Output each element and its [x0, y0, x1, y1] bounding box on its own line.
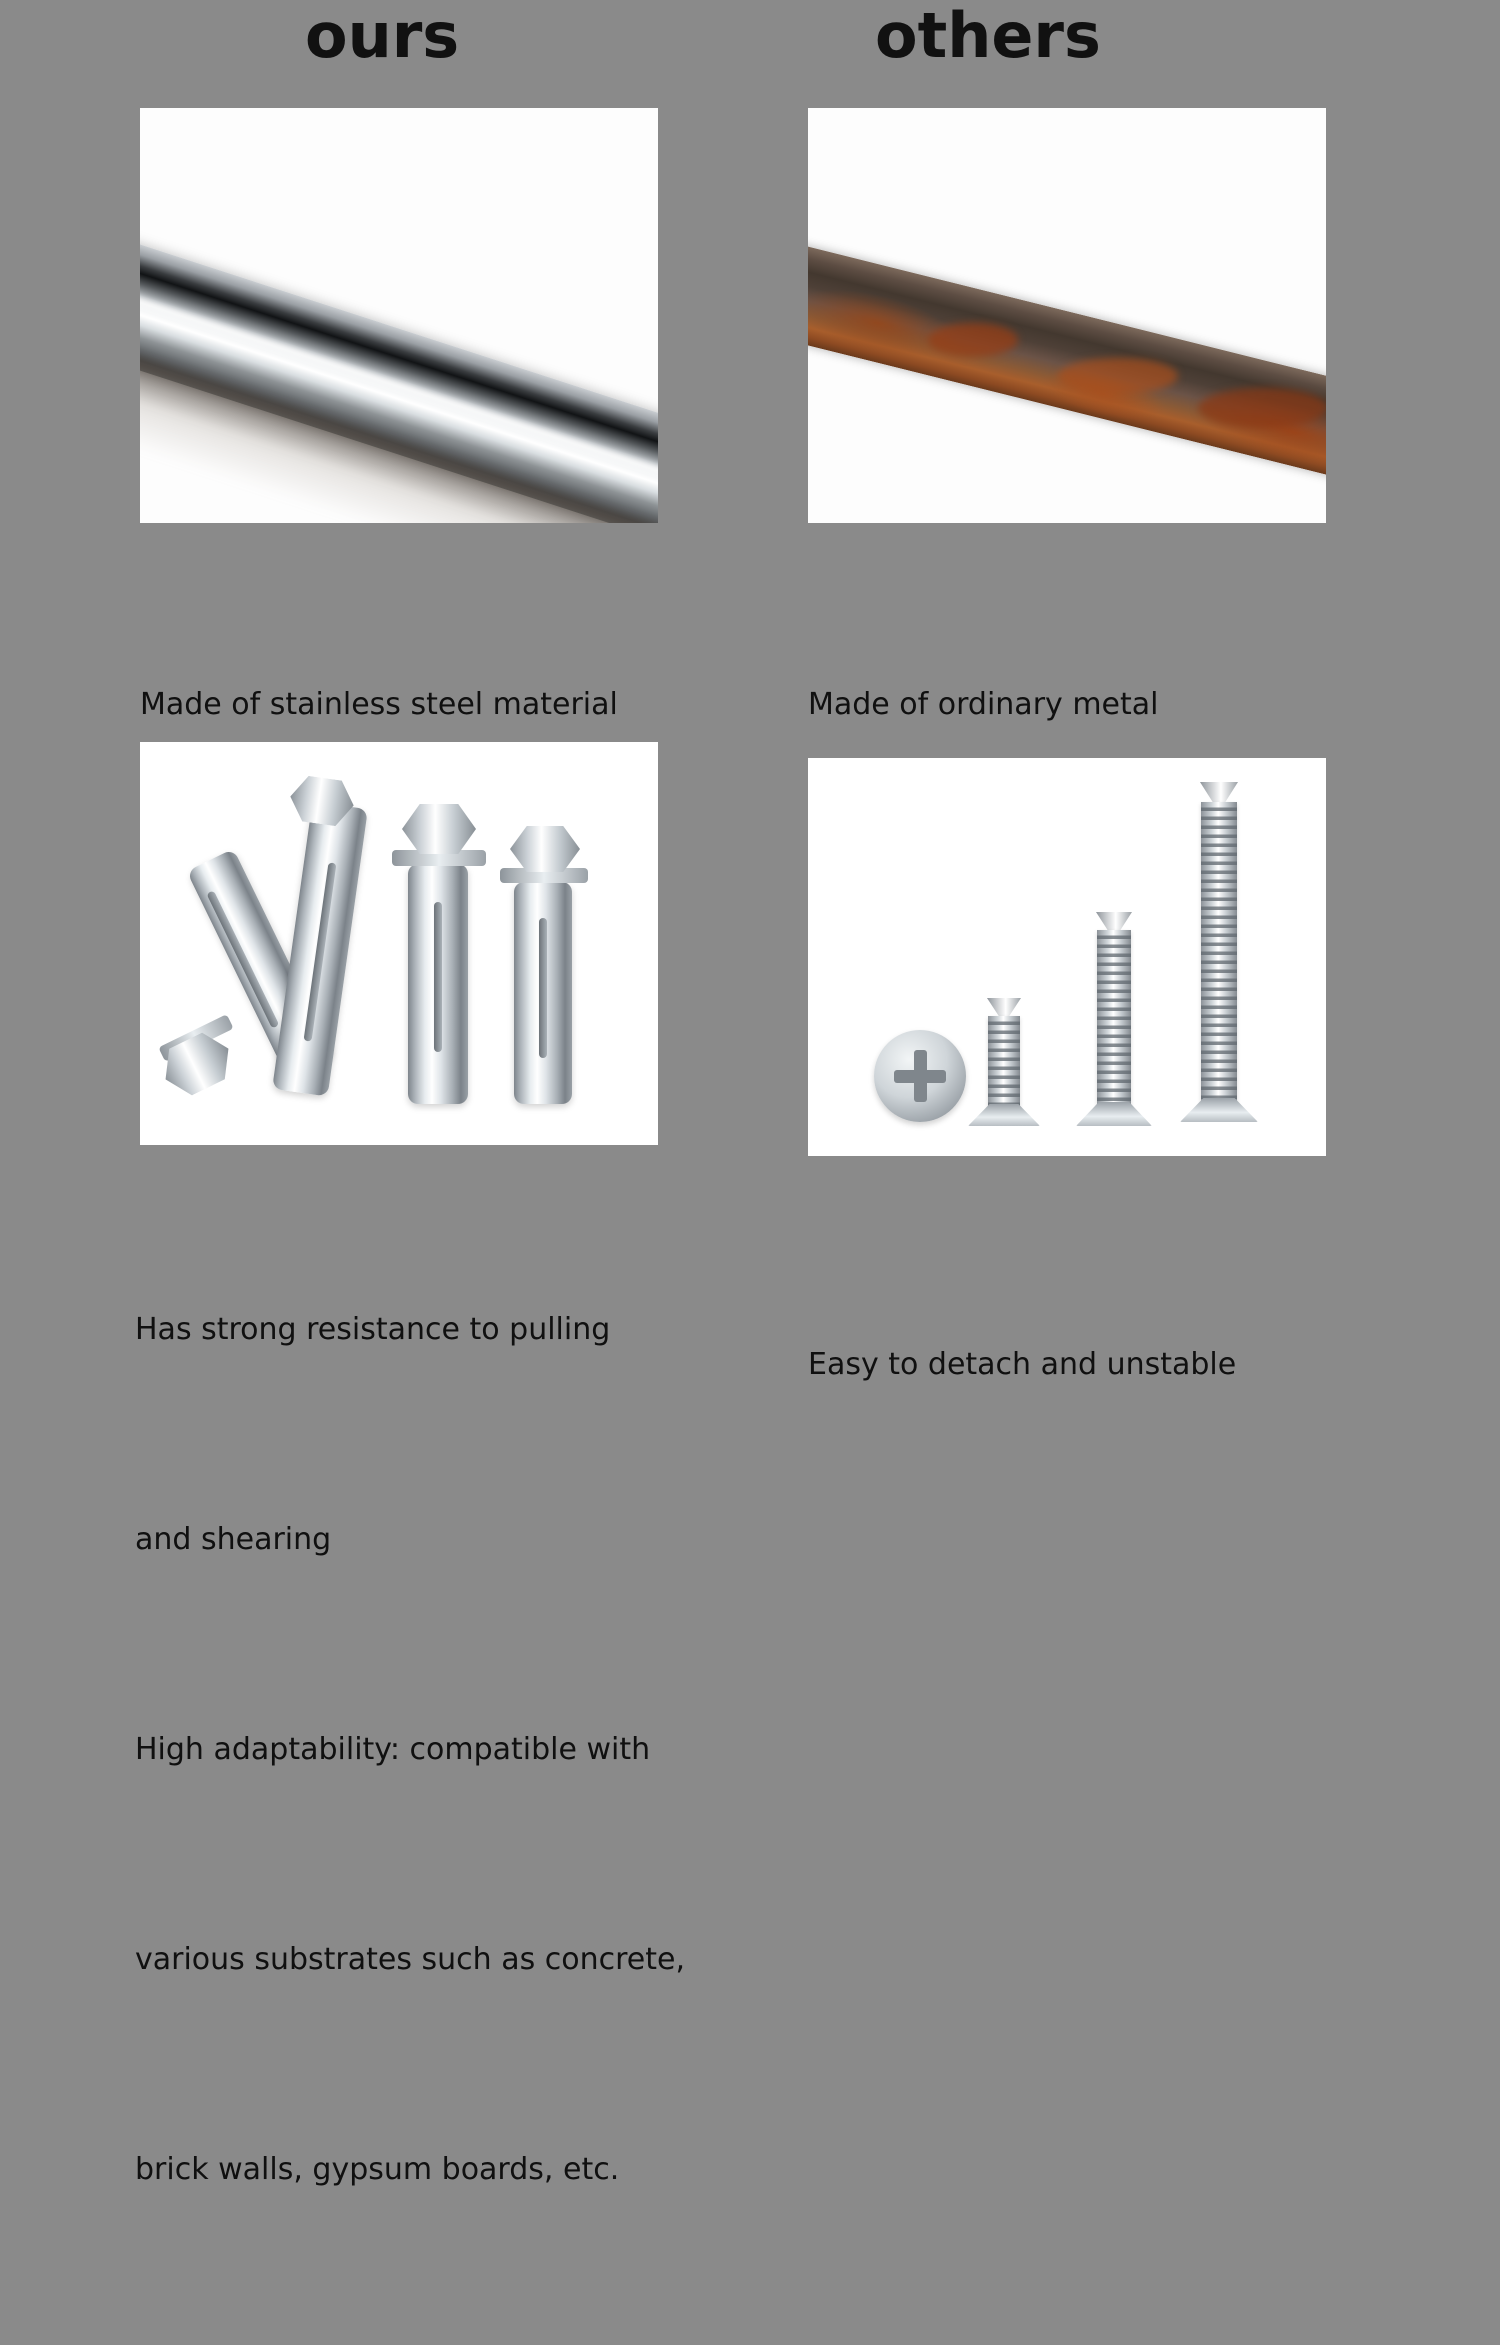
rust-patch	[1058, 358, 1178, 394]
anchor-bolts-graphic	[140, 742, 658, 1145]
screw-shaft	[988, 1016, 1020, 1108]
caption-line: and shearing	[135, 1522, 332, 1557]
screw-head	[1076, 1102, 1152, 1126]
screw-shaft	[1201, 802, 1237, 1102]
column-heading-others: others	[875, 0, 1101, 72]
screw-shaft	[1097, 930, 1131, 1106]
caption-line: High adaptability: compatible with	[135, 1732, 651, 1767]
stainless-bar-graphic	[140, 108, 658, 523]
stainless-steel-bar-image	[140, 108, 658, 523]
column-heading-ours: ours	[305, 0, 460, 72]
screw-head	[968, 1104, 1040, 1126]
anchor-bolt-hex-nut	[154, 1025, 240, 1102]
rusty-bar-shape	[808, 239, 1326, 487]
caption-line: various substrates such as concrete,	[135, 1942, 686, 1977]
caption-line: Easy to detach and unstable	[808, 1347, 1237, 1382]
anchor-bolt-hex-nut	[402, 804, 476, 854]
rust-patch	[1198, 388, 1326, 428]
caption-line: Made of stainless steel material	[140, 687, 618, 722]
wood-screws-image	[808, 758, 1326, 1156]
phillips-slot-horizontal	[894, 1070, 946, 1083]
wood-screws-graphic	[808, 758, 1326, 1156]
caption-ours-bottom	[135, 1155, 815, 2345]
anchor-bolts-image	[140, 742, 658, 1145]
caption-line: Made of ordinary metal	[808, 687, 1159, 722]
anchor-bolt-slot	[434, 902, 442, 1052]
caption-line: Has strong resistance to pulling	[135, 1312, 611, 1347]
caption-others-bottom	[808, 1190, 1468, 1540]
anchor-bolt-slot	[539, 918, 547, 1058]
anchor-bolt-hex-nut	[510, 826, 580, 872]
screw-head	[1180, 1098, 1258, 1122]
rust-patch	[928, 323, 1018, 357]
rusty-metal-bar-image	[808, 108, 1326, 523]
caption-line: brick walls, gypsum boards, etc.	[135, 2152, 620, 2187]
rusty-bar-graphic	[808, 108, 1326, 523]
